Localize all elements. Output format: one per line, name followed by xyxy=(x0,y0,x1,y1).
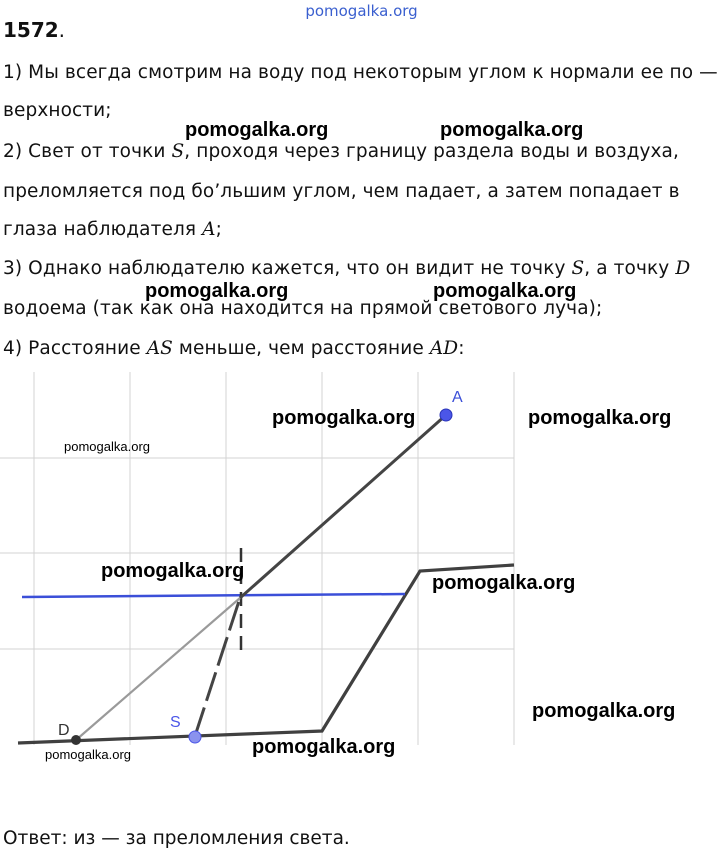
var-s-2: S xyxy=(571,258,585,279)
point-a-marker xyxy=(440,409,452,421)
var-a: A xyxy=(202,219,216,240)
watermark-10: pomogalka.org xyxy=(532,700,676,722)
watermark-1: pomogalka.org xyxy=(185,119,329,141)
watermark-12: pomogalka.org xyxy=(45,747,131,762)
text-line-3a: 2) Свет от точки xyxy=(3,141,172,162)
point-a-label: A xyxy=(452,389,463,406)
text-line-1: 1) Мы всегда смотрим на воду под некоторым углом к нормали ее по — xyxy=(3,62,718,83)
watermark-7: pomogalka.org xyxy=(64,439,150,454)
watermark-11: pomogalka.org xyxy=(252,736,396,758)
problem-number-dot: . xyxy=(58,18,66,42)
text-line-5c: ; xyxy=(215,219,222,240)
text-line-4: преломляется под бо’льшим углом, чем падает, а затем попадает в xyxy=(3,181,680,202)
point-d-marker xyxy=(71,735,81,745)
top-watermark: pomogalka.org xyxy=(305,2,418,20)
text-line-5a: глаза наблюдателя xyxy=(3,219,203,240)
watermark-3: pomogalka.org xyxy=(145,280,289,302)
var-as: AS xyxy=(146,338,173,359)
point-s-label: S xyxy=(170,714,181,731)
answer-text: Ответ: из — за преломления света. xyxy=(3,828,350,849)
watermark-4: pomogalka.org xyxy=(433,280,577,302)
var-s: S xyxy=(171,141,185,162)
text-line-7: водоема (так как она находится на прямой светового луча); xyxy=(3,298,603,319)
point-s-marker xyxy=(189,731,201,743)
ray-upper-segment xyxy=(240,415,446,598)
watermark-6: pomogalka.org xyxy=(528,407,672,429)
text-line-8a: 4) Расстояние xyxy=(3,338,147,359)
water-surface-line xyxy=(22,594,405,597)
text-line-6c: , а точку xyxy=(584,258,676,279)
text-line-8e: : xyxy=(458,338,465,359)
problem-number-text: 1572 xyxy=(3,18,59,42)
text-line-8c: меньше, чем расстояние xyxy=(172,338,430,359)
watermark-8: pomogalka.org xyxy=(101,560,245,582)
watermark-2: pomogalka.org xyxy=(440,119,584,141)
text-line-3c: , проходя через границу раздела воды и воздуха, xyxy=(184,141,679,162)
text-line-6a: 3) Однако наблюдателю кажется, что он видит не точку xyxy=(3,258,572,279)
text-line-2: верхности; xyxy=(3,100,112,121)
var-ad: AD xyxy=(429,338,459,359)
grid xyxy=(0,372,514,745)
watermark-9: pomogalka.org xyxy=(432,572,576,594)
point-d-label: D xyxy=(58,722,70,739)
var-d: D xyxy=(675,258,691,279)
ray-d-to-interface xyxy=(76,598,240,740)
watermark-5: pomogalka.org xyxy=(272,407,416,429)
